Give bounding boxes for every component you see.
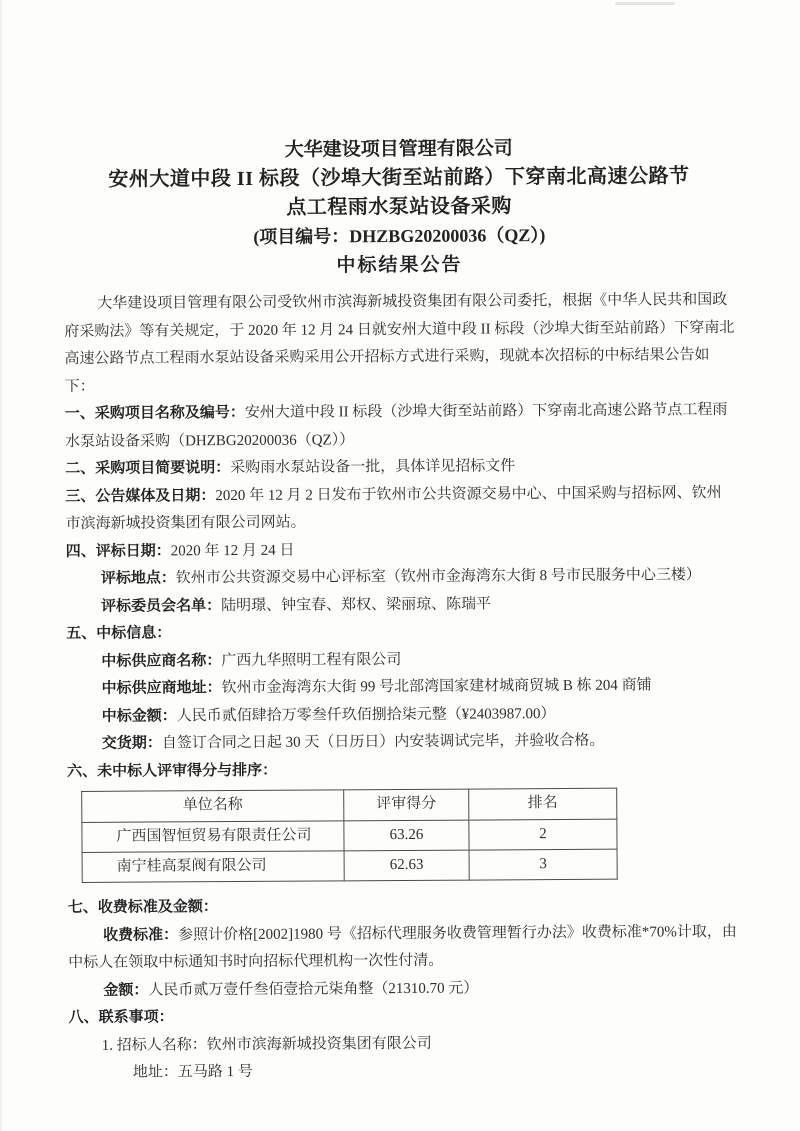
section-2-text: 采购雨水泵站设备一批，具体详见招标文件: [230, 458, 516, 477]
fee-amount-line: [103, 973, 739, 1004]
committee-names: 陆明璟、钟宝春、郑权、梁丽琼、陈瑞平: [221, 595, 492, 614]
table-header-row: [82, 788, 617, 822]
section-8: [68, 1001, 739, 1033]
fee-standard-text: 参照计价格[2002]1980 号《招标代理服务收费管理暂行办法》收费标准*70%计取，由中标人在领取中标通知书时向招标代理机构一次性付清。: [68, 923, 737, 972]
fee-standard-line: [68, 918, 739, 977]
section-7: [68, 891, 739, 923]
intro-paragraph: 大华建设项目管理有限公司受钦州市滨海新城投资集团有限公司委托，根据《中华人民共和国政府采购法》等有关规定，于 2020 年 12 月 24 日就安州大道中段 II 标段（沙埠大街至站前路）下穿南北高速公路节点工程雨水泵站设备采购采用公开招标方式进行采购，现就本次招标的中标结果公告如下：: [64, 291, 735, 395]
section-5-label: 五、中标信息：: [66, 625, 172, 643]
section-6-label: 六、未中标人评审得分与排序：: [67, 762, 278, 780]
bidder-score: 62.63: [344, 850, 469, 881]
section-4: [66, 534, 737, 566]
section-5: [66, 617, 737, 649]
tenderer-name: 钦州市滨海新城投资集团有限公司: [206, 1035, 432, 1053]
section-8-label: 八、联系事项：: [68, 1009, 174, 1027]
winning-supplier-address: 钦州市金海湾东大街 99 号北部湾国家建材城商贸城 B 栋 204 商铺: [221, 677, 652, 697]
section-1: [65, 397, 736, 456]
winning-amount: 人民币贰佰肆拾万零叁仟玖佰捌拾柒元整（¥2403987.00）: [176, 705, 556, 724]
fee-standard-label: 收费标准：: [103, 926, 179, 944]
tenderer-address: 五马路 1 号: [177, 1063, 253, 1081]
winning-supplier-name: 广西九华照明工程有限公司: [221, 651, 402, 669]
column-header-score: 评审得分: [344, 789, 469, 821]
winning-supplier-line: [101, 644, 737, 675]
section-3: [65, 479, 736, 538]
bidder-rank: 2: [469, 819, 617, 850]
section-4-label: 四、评标日期：: [65, 542, 171, 560]
section-3-label: 三、公告媒体及日期：: [65, 487, 216, 505]
section-1-label: 一、采购项目名称及编号：: [64, 404, 245, 423]
table-row: [82, 849, 617, 882]
winning-supplier-address-label: 中标供应商地址：: [101, 680, 222, 697]
fee-amount-label: 金额：: [103, 982, 149, 999]
table-row: [82, 819, 617, 852]
section-2-label: 二、采购项目简要说明：: [65, 460, 231, 478]
winning-supplier-label: 中标供应商名称：: [101, 652, 222, 670]
section-3-text: 2020 年 12 月 2 日发布于钦州市公共资源交易中心、中国采购与招标网、钦州市滨海新城投资集团有限公司网站。: [65, 484, 722, 533]
winning-amount-label: 中标金额：: [101, 707, 177, 725]
winning-amount-line: [102, 699, 738, 730]
bidder-name: 广西国智恒贸易有限责任公司: [82, 821, 344, 853]
evaluation-date: 2020 年 12 月 24 日: [170, 542, 295, 559]
tenderer-name-line: [102, 1028, 740, 1059]
column-header-company: 单位名称: [82, 790, 344, 823]
tenderer-name-label: 1. 招标人名称：: [101, 1036, 207, 1054]
evaluation-venue-line: [101, 562, 737, 593]
bidder-score: 63.26: [344, 820, 469, 851]
section-1-text: 安州大道中段 II 标段（沙埠大街至站前路）下穿南北高速公路节点工程雨水泵站设备采购（DHZBG20200036（QZ））: [64, 401, 728, 450]
bidder-rank: 3: [469, 849, 617, 880]
agency-name-title: 大华建设项目管理有限公司: [284, 138, 513, 161]
evaluation-venue-label: 评标地点：: [100, 570, 176, 587]
project-title-line2: 点工程雨水泵站设备采购: [286, 195, 512, 219]
bidder-name: 南宁桂高泵阀有限公司: [82, 851, 344, 883]
committee-line: [101, 589, 737, 620]
document-title-block: [63, 133, 735, 282]
section-2: [65, 452, 736, 484]
losing-bidders-score-table: [81, 788, 618, 883]
project-title-line1: 安州大道中段 II 标段（沙埠大街至站前路）下穿南北高速公路节: [108, 165, 690, 191]
project-code-line: (项目编号：DHZBG20200036（QZ）): [253, 225, 546, 247]
tenderer-address-line: [133, 1056, 740, 1087]
tenderer-address-label: 地址：: [132, 1064, 178, 1081]
section-6: [67, 754, 738, 786]
delivery-period: 自签订合同之日起 30 天（日历日）内安装调试完毕，并验收合格。: [161, 732, 605, 752]
delivery-period-line: [102, 727, 738, 758]
section-7-label: 七、收费标准及金额：: [67, 899, 218, 917]
winning-supplier-address-line: [101, 672, 737, 703]
evaluation-venue: 钦州市公共资源交易中心评标室（钦州市金海湾东大街 8 号市民服务中心三楼）: [175, 567, 701, 587]
delivery-period-label: 交货期：: [101, 735, 162, 752]
announcement-type-title: 中标结果公告: [336, 254, 463, 277]
fee-amount: 人民币贰万壹仟叁佰壹拾元柒角整（21310.70 元）: [148, 980, 479, 999]
committee-label: 评标委员会名单：: [100, 597, 222, 615]
column-header-rank: 排名: [469, 788, 617, 820]
